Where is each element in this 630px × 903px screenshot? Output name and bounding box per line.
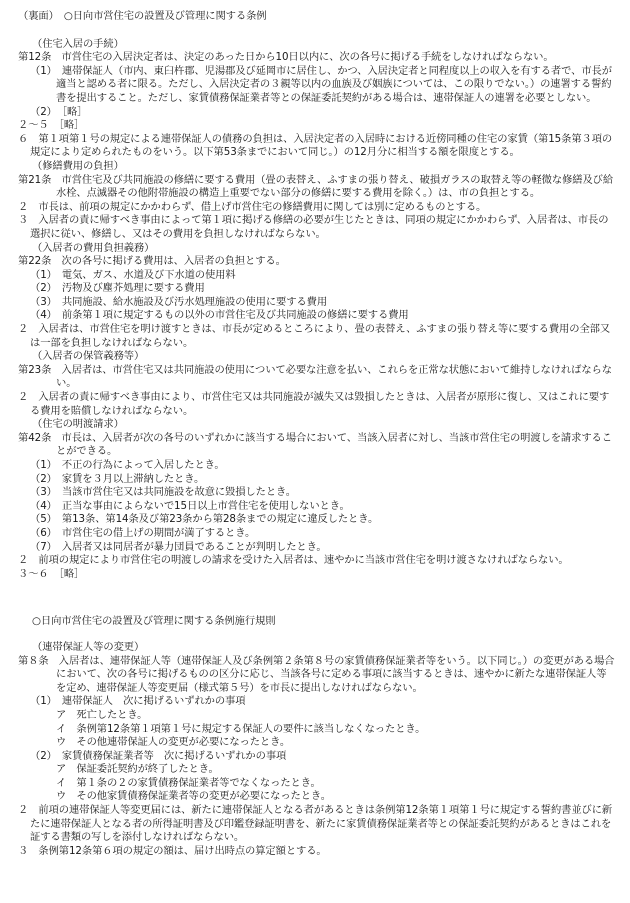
numbered-item: （6） 市営住宅の借上げの期間が満了するとき。	[30, 526, 256, 539]
numbered-item: （2） ［略］	[30, 105, 88, 118]
article-caption: （住宅入居の手続）	[32, 37, 124, 50]
regulation-title: ○日向市営住宅の設置及び管理に関する条例施行規則	[32, 615, 276, 628]
section-gap	[18, 581, 616, 615]
numbered-item: （5） 第13条、第14条及び第23条から第28条までの規定に違反したとき。	[30, 513, 379, 526]
numbered-item: （3） 当該市営住宅又は共同施設を故意に毀損したとき。	[30, 486, 297, 499]
numbered-item: （1） 連帯保証人（市内、東臼杵郡、児湯郡及び延岡市に居住し、かつ、入居決定者と同程度以上の収入を有する者で、市長が適当と認める者に限る。ただし、入居決定者の３親等以内の血族及び姻族については、この限りでない。）の連署する誓約書を提出すること。ただし、家賃債務保証業者等との保証委託契約がある場合は、連帯保証人の連署を必要としない。	[30, 64, 612, 104]
numbered-item: （1） 不正の行為によって入居したとき。	[30, 459, 225, 471]
paragraph: ２ 市長は、前項の規定にかかわらず、借上げ市営住宅の修繕費用に関しては別に定めるものとする。	[18, 200, 487, 213]
sub-item: ア 保証委託契約が終了したとき。	[56, 763, 219, 776]
article-caption: （住宅の明渡請求）	[32, 418, 124, 431]
numbered-item: （2） 家賃債務保証業者等 次に掲げるいずれかの事項	[30, 749, 287, 762]
article-text: 第21条 市営住宅及び共同施設の修繕に要する費用（畳の表替え、ふすまの張り替え、破損ガラスの取替え等の軽微な修繕及び給水栓、点滅器その他附帯施設の構造上重要でない部分の修繕に要する費用を除く。）は、市の負担とする。	[18, 173, 614, 200]
numbered-item: （1） 電気、ガス、水道及び下水道の使用料	[30, 268, 236, 281]
paragraph: ２～５ ［略］	[18, 119, 85, 132]
numbered-item: （2） 汚物及び塵芥処理に要する費用	[30, 282, 205, 295]
article-caption: （連帯保証人等の変更）	[32, 640, 145, 653]
sub-item: ウ その他連帯保証人の変更が必要になったとき。	[56, 736, 291, 749]
article-text: 第22条 次の各号に掲げる費用は、入居者の負担とする。	[18, 255, 286, 268]
article-caption: （入居者の保管義務等）	[32, 350, 145, 363]
numbered-item: （1） 連帯保証人 次に掲げるいずれかの事項	[30, 695, 246, 708]
article-text: 第12条 市営住宅の入居決定者は、決定のあった日から10日以内に、次の各号に掲げる手続をしなければならない。	[18, 51, 554, 64]
sub-item: ア 死亡したとき。	[56, 708, 148, 721]
paragraph: ２ 入居者は、市営住宅を明け渡すときは、市長が定めるところにより、畳の表替え、ふすまの張り替え等に要する費用の全部又は一部を負担しなければならない。	[18, 323, 611, 349]
article-text: 第42条 市長は、入居者が次の各号のいずれかに該当する場合において、当該入居者に対し、当該市営住宅の明渡しを請求することができる。	[18, 431, 612, 458]
numbered-item: （4） 前条第１項に規定するもの以外の市営住宅及び共同施設の修繕に要する費用	[30, 309, 409, 322]
paragraph: ２ 入居者の責に帰すべき事由により、市営住宅又は共同施設が滅失又は毀損したときは、入居者が原形に復し、又はこれに要する費用を賠償しなければならない。	[18, 391, 610, 417]
article-caption: （入居者の費用負担義務）	[32, 241, 155, 254]
ordinance-section	[18, 38, 616, 582]
sub-item: イ 第１条の２の家賃債務保証業者等でなくなったとき。	[56, 776, 321, 789]
numbered-item: （3） 共同施設、給水施設及び汚水処理施設の使用に要する費用	[30, 295, 328, 308]
paragraph: ６ 第１項第１号の規定による連帯保証人の債務の負担は、入居決定者の入居時における近傍同種の住宅の家賃（第15条第３項の規定により定められたものをいう。以下第53条までにおいて同じ。）の12月分に相当する額を限度とする。	[18, 132, 613, 159]
sub-item: イ 条例第12条第１項第１号に規定する保証人の要件に該当しなくなったとき。	[56, 722, 426, 735]
numbered-item: （4） 正当な事由によらないで15日以上市営住宅を使用しないとき。	[30, 499, 350, 512]
paragraph: ３ 条例第12条第６項の規定の額は、届け出時点の算定額とする。	[18, 844, 327, 857]
numbered-item: （7） 入居者又は同居者が暴力団員であることが判明したとき。	[30, 540, 327, 553]
paragraph: ３～６ ［略］	[18, 567, 85, 580]
article-caption: （修繕費用の負担）	[32, 159, 124, 172]
paragraph: ２ 前項の連帯保証人等変更届には、新たに連帯保証人となる者があるときは条例第12条第１項第１号に規定する誓約書並びに新たに連帯保証人となる者の所得証明書及び印鑑登録証明書を、新たに家賃債務保証業者等との保証委託契約があるときはこれを証する書類の写しを添付しなければならない。	[18, 804, 613, 844]
paragraph: ２ 前項の規定により市営住宅の明渡しの請求を受けた入居者は、速やかに当該市営住宅を明け渡さなければならない。	[18, 554, 569, 567]
regulation-section	[18, 641, 616, 859]
numbered-item: （2） 家賃を３月以上滞納したとき。	[30, 472, 205, 485]
sub-item: ウ その他家賃債務保証業者等の変更が必要になったとき。	[56, 790, 331, 803]
article-text: 第８条 入居者は、連帯保証人等（連帯保証人及び条例第２条第８号の家賃債務保証業者等をいう。以下同じ。）の変更がある場合において、次の各号に掲げるものの区分に応じ、当該各号に定める事項に該当するときは、速やかに新たな連帯保証人等を定め、連帯保証人等変更届（様式第５号）を市長に提出しなければならない。	[18, 654, 615, 694]
article-text: 第23条 入居者は、市営住宅又は共同施設の使用について必要な注意を払い、これらを正常な状態において維持しなければならない。	[18, 363, 612, 390]
paragraph: ３ 入居者の責に帰すべき事由によって第１項に掲げる修繕の必要が生じたときは、同項の規定にかかわらず、入居者は、市長の選択に従い、修繕し、又はその費用を負担しなければならない。	[18, 214, 609, 240]
page-header: （裏面） ○日向市営住宅の設置及び管理に関する条例	[18, 10, 267, 22]
